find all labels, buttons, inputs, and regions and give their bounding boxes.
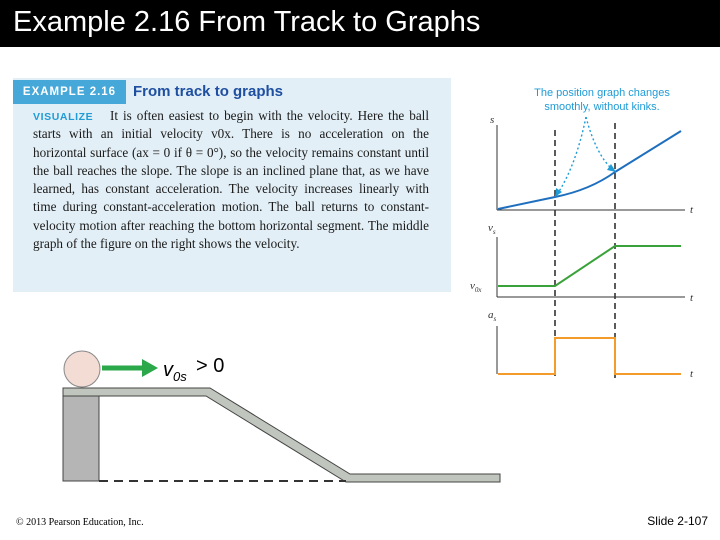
example-body-text: It is often easiest to begin with the velocity. Here the ball starts with an initial velocity v0x. There is no acceleration on the horizontal surface (ax = 0 if θ = 0°), so the velocity remains constant until the ball reaches the slope. The slope is an inclined plane that, as we have learned, has constant acceleration. The velocity increases linearly with time during constant-acceleration motion. The ball returns to constant-velocity motion after reaching the bottom horizontal segment. The middle graph of the figure on the right shows the velocity. bbox=[33, 108, 429, 252]
position-graph bbox=[490, 114, 694, 216]
position-x-label: t bbox=[690, 204, 694, 216]
track-support-pillar bbox=[63, 396, 99, 481]
velocity-y-label: $v_s$ bbox=[488, 222, 496, 236]
visualize-label: VISUALIZE bbox=[33, 111, 94, 123]
example-heading: From track to graphs bbox=[133, 83, 284, 100]
velocity-arrow-head bbox=[142, 359, 158, 377]
annotation-line-2: smoothly, without kinks. bbox=[544, 101, 660, 113]
copyright-notice: © 2013 Pearson Education, Inc. bbox=[16, 517, 144, 528]
annotation-pointer-left bbox=[558, 117, 586, 193]
velocity-line bbox=[498, 246, 681, 286]
ball bbox=[64, 351, 100, 387]
track-diagram bbox=[63, 351, 500, 482]
acceleration-graph bbox=[488, 309, 694, 380]
acceleration-line bbox=[498, 338, 681, 374]
position-curve bbox=[498, 131, 681, 209]
example-badge: EXAMPLE 2.16 bbox=[13, 80, 126, 104]
track-surface bbox=[63, 388, 500, 482]
velocity-graph bbox=[470, 222, 694, 304]
velocity-condition: > 0 bbox=[196, 355, 225, 377]
acceleration-y-label: $a_s$ bbox=[488, 309, 497, 323]
velocity-x-label: t bbox=[690, 292, 694, 304]
slide-title: Example 2.16 From Track to Graphs bbox=[13, 6, 481, 38]
acceleration-x-label: t bbox=[690, 368, 694, 380]
annotation-pointer-right bbox=[586, 117, 613, 170]
annotation-line-1: The position graph changes bbox=[534, 87, 670, 99]
initial-velocity-label: $v_{0x}$ bbox=[470, 280, 482, 294]
slide-number: Slide 2-107 bbox=[647, 514, 708, 528]
position-y-label: s bbox=[490, 114, 495, 126]
track-velocity-label: $v_{0s}$ bbox=[163, 359, 187, 384]
